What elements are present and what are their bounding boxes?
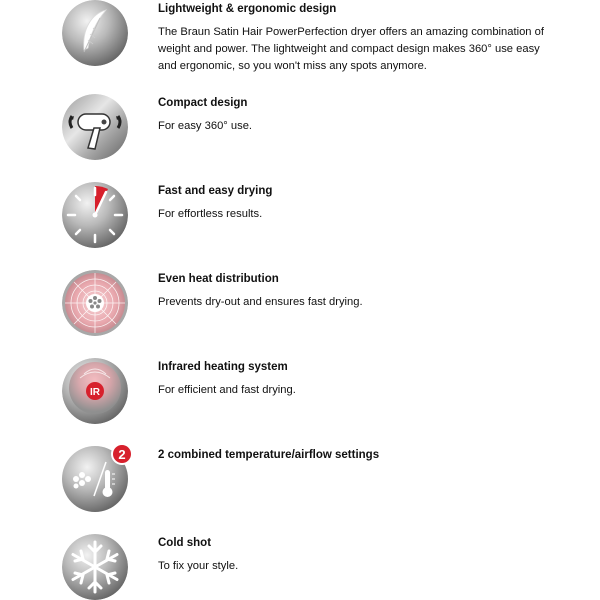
infrared-icon <box>62 358 128 424</box>
feature-description: To fix your style. <box>158 560 239 572</box>
feature-title: Compact design <box>158 97 248 109</box>
feather-icon <box>62 0 128 66</box>
heat-distribution-icon <box>62 270 128 336</box>
ir-label: IR <box>90 387 100 398</box>
temperature-airflow-icon <box>62 446 128 512</box>
feature-description: Prevents dry-out and ensures fast drying. <box>158 296 363 308</box>
feature-description: For easy 360° use. <box>158 120 253 132</box>
hair-dryer-rotate-icon <box>62 94 128 160</box>
feature-title: Lightweight & ergonomic design <box>158 3 337 15</box>
snowflake-icon <box>62 534 128 600</box>
clock-icon <box>62 182 128 248</box>
settings-count-badge: 2 <box>118 447 126 462</box>
feature-title: Cold shot <box>158 537 212 549</box>
feature-description: For efficient and fast drying. <box>158 384 296 396</box>
feature-description: For effortless results. <box>158 208 263 220</box>
feature-title: Infrared heating system <box>158 361 288 373</box>
feature-description: The Braun Satin Hair PowerPerfection dryer offers an amazing combination of weight and power. The lightweight and compact design makes 360° use easy and ergonomic, so you won't miss any spots anymore. <box>158 26 544 72</box>
feature-title: Fast and easy drying <box>158 185 273 197</box>
feature-title: 2 combined temperature/airflow settings <box>158 449 380 461</box>
feature-title: Even heat distribution <box>158 273 279 285</box>
